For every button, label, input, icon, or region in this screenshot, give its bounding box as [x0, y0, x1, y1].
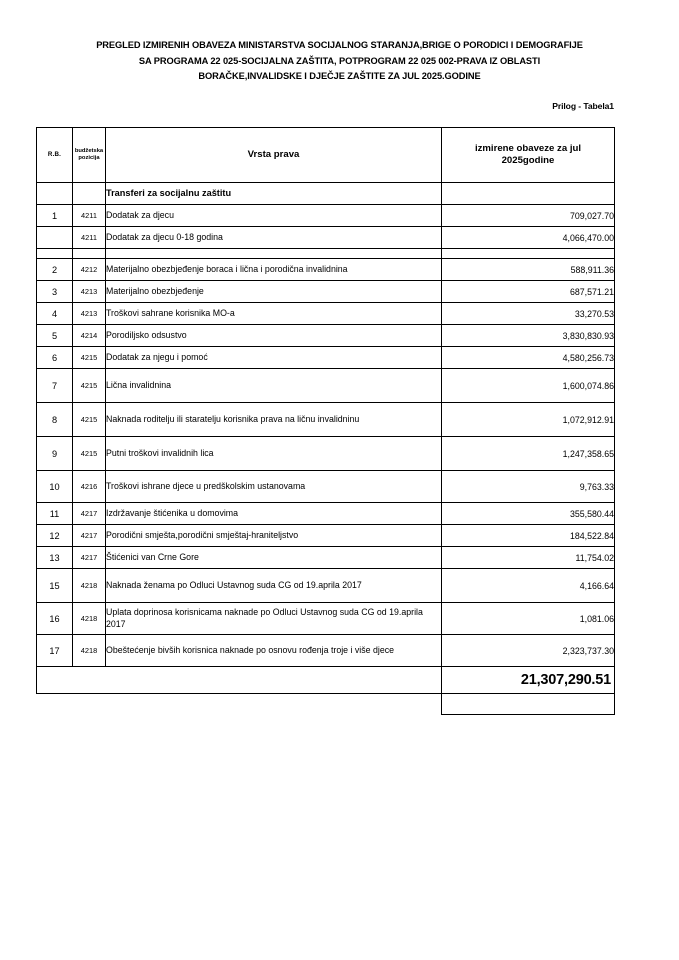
row-position: 4214 — [73, 325, 106, 347]
row-position: 4212 — [73, 259, 106, 281]
row-description: Izdržavanje štićenika u domovima — [106, 503, 442, 525]
row-description: Dodatak za njegu i pomoć — [106, 347, 442, 369]
row-amount: 4,066,470.00 — [442, 227, 615, 249]
table-section-row — [37, 183, 615, 205]
spacer-description — [106, 249, 442, 259]
row-amount: 184,522.84 — [442, 525, 615, 547]
table-row — [37, 347, 615, 369]
row-rb: 9 — [37, 437, 73, 471]
row-amount: 9,763.33 — [442, 471, 615, 503]
obligations-table-wrapper — [36, 127, 614, 715]
row-rb — [37, 227, 73, 249]
row-rb: 11 — [37, 503, 73, 525]
table-row — [37, 471, 615, 503]
row-amount: 687,571.21 — [442, 281, 615, 303]
row-position: 4218 — [73, 603, 106, 635]
section-position — [73, 183, 106, 205]
row-amount: 709,027.70 — [442, 205, 615, 227]
row-position: 4217 — [73, 525, 106, 547]
title-line-2: SA PROGRAMA 22 025-SOCIJALNA ZAŠTITA, POTPROGRAM 22 025 002-PRAVA IZ OBLASTI — [138, 55, 541, 66]
table-row — [37, 503, 615, 525]
table-header-row — [37, 128, 615, 183]
row-position: 4213 — [73, 281, 106, 303]
row-rb: 3 — [37, 281, 73, 303]
row-description: Obeštećenje bivših korisnica naknade po osnovu rođenja troje i više djece — [106, 635, 442, 667]
row-position: 4218 — [73, 569, 106, 603]
row-amount: 33,270.53 — [442, 303, 615, 325]
row-description: Porodiljsko odsustvo — [106, 325, 442, 347]
row-position: 4216 — [73, 471, 106, 503]
row-amount: 1,247,358.65 — [442, 437, 615, 471]
row-amount: 1,081.06 — [442, 603, 615, 635]
column-header-rb: R.B. — [37, 128, 73, 183]
table-row — [37, 369, 615, 403]
row-description: Materijalno obezbjeđenje boraca i lična i porodična invalidnina — [106, 259, 442, 281]
table-row — [37, 635, 615, 667]
row-rb: 8 — [37, 403, 73, 437]
row-amount: 588,911.36 — [442, 259, 615, 281]
row-amount: 355,580.44 — [442, 503, 615, 525]
table-row — [37, 227, 615, 249]
row-rb: 10 — [37, 471, 73, 503]
row-rb: 12 — [37, 525, 73, 547]
row-rb: 16 — [37, 603, 73, 635]
table-row — [37, 437, 615, 471]
row-amount: 3,830,830.93 — [442, 325, 615, 347]
row-position: 4211 — [73, 227, 106, 249]
document-title — [36, 38, 643, 85]
row-description: Uplata doprinosa korisnicama naknade po Odluci Ustavnog suda CG od 19.aprila 2017 — [106, 603, 442, 635]
row-description: Naknada ženama po Odluci Ustavnog suda CG od 19.aprila 2017 — [106, 569, 442, 603]
row-amount: 1,600,074.86 — [442, 369, 615, 403]
row-rb: 15 — [37, 569, 73, 603]
row-description: Troškovi sahrane korisnika MO-a — [106, 303, 442, 325]
row-rb: 4 — [37, 303, 73, 325]
row-position: 4217 — [73, 503, 106, 525]
row-position: 4217 — [73, 547, 106, 569]
table-total-row — [37, 667, 615, 694]
row-amount: 4,166.64 — [442, 569, 615, 603]
table-row — [37, 281, 615, 303]
column-header-description: Vrsta prava — [106, 128, 442, 183]
row-position: 4215 — [73, 403, 106, 437]
table-row — [37, 603, 615, 635]
row-description: Troškovi ishrane djece u predškolskim ustanovama — [106, 471, 442, 503]
row-rb: 6 — [37, 347, 73, 369]
total-label — [37, 667, 442, 694]
title-line-3: BORAČKE,INVALIDSKE I DJEČJE ZAŠTITE ZA JUL 2025.GODINE — [198, 71, 481, 82]
table-row — [37, 259, 615, 281]
row-description: Dodatak za djecu 0-18 godina — [106, 227, 442, 249]
obligations-table — [36, 127, 615, 715]
row-rb: 1 — [37, 205, 73, 227]
spacer-rb — [37, 249, 73, 259]
row-position: 4215 — [73, 347, 106, 369]
table-spacer-row — [37, 249, 615, 259]
section-amount — [442, 183, 615, 205]
row-amount: 2,323,737.30 — [442, 635, 615, 667]
column-header-amount: izmirene obaveze za jul 2025godine — [442, 128, 615, 183]
row-description: Dodatak za djecu — [106, 205, 442, 227]
row-rb: 13 — [37, 547, 73, 569]
spacer-position — [73, 249, 106, 259]
row-description: Naknada roditelju ili staratelju korisnika prava na ličnu invalidninu — [106, 403, 442, 437]
row-description: Putni troškovi invalidnih lica — [106, 437, 442, 471]
total-amount: 21,307,290.51 — [442, 667, 615, 694]
table-row — [37, 325, 615, 347]
row-rb: 5 — [37, 325, 73, 347]
table-row — [37, 569, 615, 603]
table-row — [37, 205, 615, 227]
spacer-amount — [442, 249, 615, 259]
table-row — [37, 303, 615, 325]
row-amount: 1,072,912.91 — [442, 403, 615, 437]
section-rb — [37, 183, 73, 205]
table-trailing-row — [37, 694, 615, 715]
row-rb: 2 — [37, 259, 73, 281]
row-rb: 17 — [37, 635, 73, 667]
table-row — [37, 547, 615, 569]
row-position: 4215 — [73, 437, 106, 471]
row-rb: 7 — [37, 369, 73, 403]
title-line-1: PREGLED IZMIRENIH OBAVEZA MINISTARSTVA SOCIJALNOG STARANJA,BRIGE O PORODICI I DEMOGRAFIJE — [96, 40, 583, 50]
row-description: Lična invalidnina — [106, 369, 442, 403]
trailing-blank — [37, 694, 442, 715]
row-amount: 4,580,256.73 — [442, 347, 615, 369]
row-position: 4218 — [73, 635, 106, 667]
row-description: Štićenici van Crne Gore — [106, 547, 442, 569]
row-description: Porodični smješta,porodični smještaj-hraniteljstvo — [106, 525, 442, 547]
table-row — [37, 525, 615, 547]
row-position: 4211 — [73, 205, 106, 227]
column-header-position: budžetska pozicija — [73, 128, 106, 183]
trailing-cell — [442, 694, 615, 715]
annex-label: Prilog - Tabela1 — [552, 101, 614, 111]
row-amount: 11,754.02 — [442, 547, 615, 569]
row-position: 4213 — [73, 303, 106, 325]
row-description: Materijalno obezbjeđenje — [106, 281, 442, 303]
row-position: 4215 — [73, 369, 106, 403]
table-row — [37, 403, 615, 437]
section-title: Transferi za socijalnu zaštitu — [106, 183, 442, 205]
